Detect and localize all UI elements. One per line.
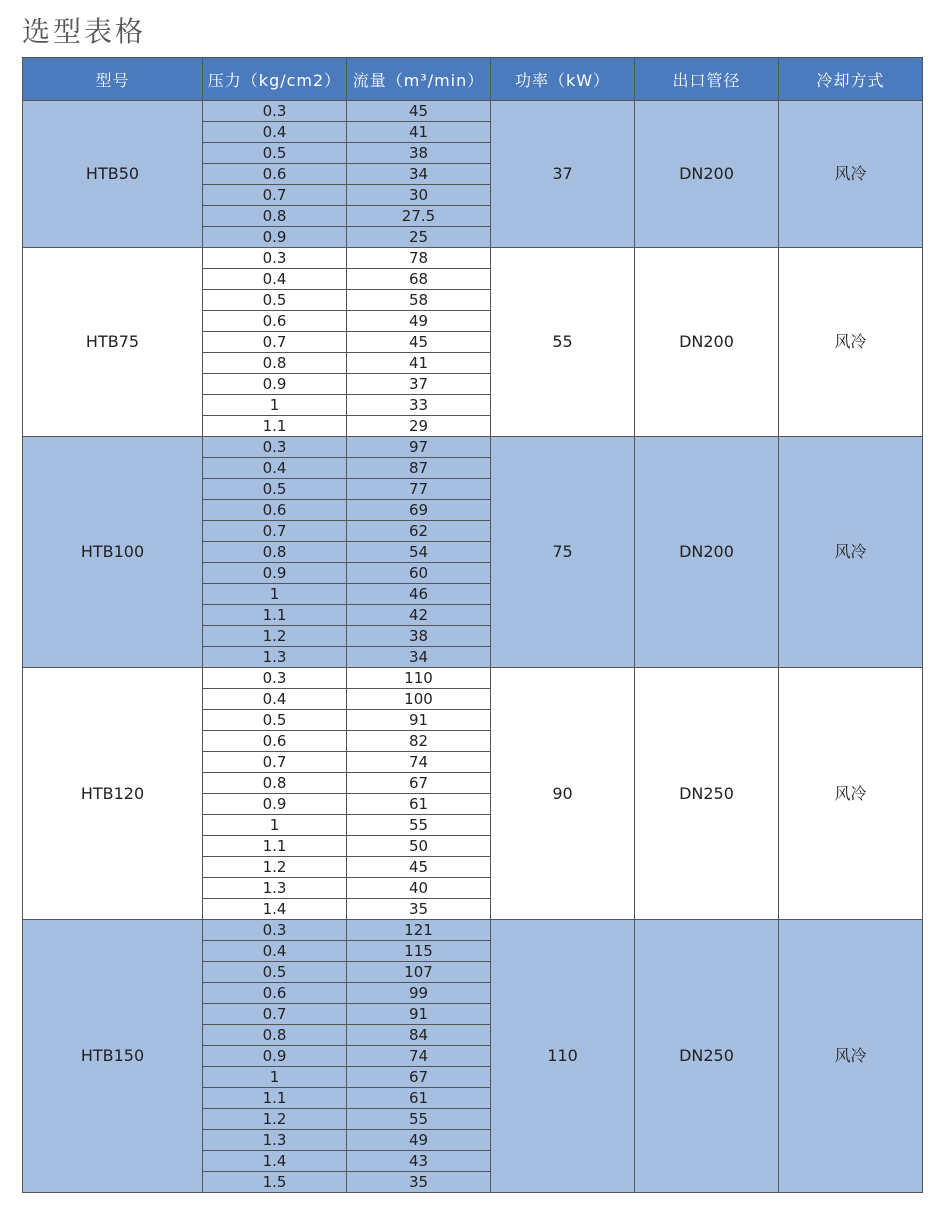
pressure-cell: 0.6 xyxy=(203,731,347,752)
outlet-cell: DN250 xyxy=(635,920,779,1193)
pressure-cell: 0.4 xyxy=(203,122,347,143)
flow-cell: 68 xyxy=(347,269,491,290)
flow-cell: 99 xyxy=(347,983,491,1004)
flow-cell: 60 xyxy=(347,563,491,584)
flow-cell: 67 xyxy=(347,1067,491,1088)
flow-cell: 30 xyxy=(347,185,491,206)
flow-cell: 33 xyxy=(347,395,491,416)
header-flow: 流量（m³/min） xyxy=(347,58,491,101)
header-power: 功率（kW） xyxy=(491,58,635,101)
flow-cell: 38 xyxy=(347,143,491,164)
flow-cell: 34 xyxy=(347,647,491,668)
pressure-cell: 0.3 xyxy=(203,101,347,122)
pressure-cell: 0.3 xyxy=(203,920,347,941)
flow-cell: 61 xyxy=(347,1088,491,1109)
flow-cell: 55 xyxy=(347,1109,491,1130)
power-cell: 110 xyxy=(491,920,635,1193)
pressure-cell: 1.3 xyxy=(203,878,347,899)
flow-cell: 97 xyxy=(347,437,491,458)
flow-cell: 82 xyxy=(347,731,491,752)
flow-cell: 45 xyxy=(347,101,491,122)
model-cell: HTB150 xyxy=(23,920,203,1193)
flow-cell: 62 xyxy=(347,521,491,542)
flow-cell: 29 xyxy=(347,416,491,437)
header-outlet: 出口管径 xyxy=(635,58,779,101)
pressure-cell: 1 xyxy=(203,395,347,416)
flow-cell: 100 xyxy=(347,689,491,710)
flow-cell: 42 xyxy=(347,605,491,626)
pressure-cell: 0.4 xyxy=(203,689,347,710)
flow-cell: 38 xyxy=(347,626,491,647)
pressure-cell: 0.7 xyxy=(203,185,347,206)
flow-cell: 74 xyxy=(347,752,491,773)
flow-cell: 115 xyxy=(347,941,491,962)
outlet-cell: DN200 xyxy=(635,437,779,668)
flow-cell: 67 xyxy=(347,773,491,794)
model-cell: HTB75 xyxy=(23,248,203,437)
pressure-cell: 0.3 xyxy=(203,248,347,269)
flow-cell: 50 xyxy=(347,836,491,857)
flow-cell: 110 xyxy=(347,668,491,689)
outlet-cell: DN200 xyxy=(635,101,779,248)
flow-cell: 35 xyxy=(347,899,491,920)
table-row xyxy=(23,101,923,122)
pressure-cell: 0.7 xyxy=(203,521,347,542)
flow-cell: 45 xyxy=(347,332,491,353)
flow-cell: 58 xyxy=(347,290,491,311)
flow-cell: 91 xyxy=(347,710,491,731)
header-cooling: 冷却方式 xyxy=(779,58,923,101)
cooling-cell: 风冷 xyxy=(779,920,923,1193)
cooling-cell: 风冷 xyxy=(779,248,923,437)
pressure-cell: 1 xyxy=(203,815,347,836)
pressure-cell: 0.5 xyxy=(203,143,347,164)
pressure-cell: 0.5 xyxy=(203,710,347,731)
pressure-cell: 0.9 xyxy=(203,374,347,395)
flow-cell: 74 xyxy=(347,1046,491,1067)
cooling-cell: 风冷 xyxy=(779,437,923,668)
pressure-cell: 0.9 xyxy=(203,794,347,815)
flow-cell: 107 xyxy=(347,962,491,983)
pressure-cell: 1.1 xyxy=(203,836,347,857)
table-body xyxy=(23,101,923,1193)
flow-cell: 84 xyxy=(347,1025,491,1046)
flow-cell: 45 xyxy=(347,857,491,878)
pressure-cell: 0.8 xyxy=(203,773,347,794)
pressure-cell: 1.1 xyxy=(203,605,347,626)
cooling-cell: 风冷 xyxy=(779,101,923,248)
pressure-cell: 0.8 xyxy=(203,206,347,227)
table-row xyxy=(23,437,923,458)
flow-cell: 91 xyxy=(347,1004,491,1025)
table-header-row xyxy=(23,58,923,101)
pressure-cell: 1.3 xyxy=(203,647,347,668)
header-model: 型号 xyxy=(23,58,203,101)
outlet-cell: DN200 xyxy=(635,248,779,437)
pressure-cell: 0.3 xyxy=(203,668,347,689)
flow-cell: 41 xyxy=(347,353,491,374)
selection-table xyxy=(22,57,923,1193)
flow-cell: 46 xyxy=(347,584,491,605)
model-cell: HTB100 xyxy=(23,437,203,668)
pressure-cell: 1.2 xyxy=(203,1109,347,1130)
flow-cell: 40 xyxy=(347,878,491,899)
pressure-cell: 0.6 xyxy=(203,311,347,332)
flow-cell: 37 xyxy=(347,374,491,395)
pressure-cell: 0.6 xyxy=(203,983,347,1004)
flow-cell: 49 xyxy=(347,1130,491,1151)
pressure-cell: 0.4 xyxy=(203,269,347,290)
pressure-cell: 0.8 xyxy=(203,1025,347,1046)
flow-cell: 77 xyxy=(347,479,491,500)
pressure-cell: 0.7 xyxy=(203,752,347,773)
table-row xyxy=(23,248,923,269)
pressure-cell: 1.2 xyxy=(203,857,347,878)
pressure-cell: 1.2 xyxy=(203,626,347,647)
flow-cell: 121 xyxy=(347,920,491,941)
flow-cell: 41 xyxy=(347,122,491,143)
pressure-cell: 0.6 xyxy=(203,164,347,185)
flow-cell: 35 xyxy=(347,1172,491,1193)
pressure-cell: 0.3 xyxy=(203,437,347,458)
flow-cell: 78 xyxy=(347,248,491,269)
page-title: 选型表格 xyxy=(22,15,147,48)
flow-cell: 69 xyxy=(347,500,491,521)
header-pressure: 压力（kg/cm2） xyxy=(203,58,347,101)
pressure-cell: 1.1 xyxy=(203,1088,347,1109)
model-cell: HTB120 xyxy=(23,668,203,920)
flow-cell: 87 xyxy=(347,458,491,479)
pressure-cell: 0.5 xyxy=(203,962,347,983)
flow-cell: 25 xyxy=(347,227,491,248)
power-cell: 37 xyxy=(491,101,635,248)
pressure-cell: 0.4 xyxy=(203,458,347,479)
flow-cell: 34 xyxy=(347,164,491,185)
pressure-cell: 0.5 xyxy=(203,479,347,500)
flow-cell: 61 xyxy=(347,794,491,815)
pressure-cell: 0.8 xyxy=(203,353,347,374)
pressure-cell: 0.6 xyxy=(203,500,347,521)
flow-cell: 43 xyxy=(347,1151,491,1172)
pressure-cell: 0.9 xyxy=(203,563,347,584)
flow-cell: 54 xyxy=(347,542,491,563)
table-row xyxy=(23,920,923,941)
table-row xyxy=(23,668,923,689)
pressure-cell: 0.4 xyxy=(203,941,347,962)
power-cell: 90 xyxy=(491,668,635,920)
power-cell: 75 xyxy=(491,437,635,668)
pressure-cell: 1.3 xyxy=(203,1130,347,1151)
flow-cell: 49 xyxy=(347,311,491,332)
pressure-cell: 1.4 xyxy=(203,899,347,920)
pressure-cell: 0.9 xyxy=(203,1046,347,1067)
pressure-cell: 0.8 xyxy=(203,542,347,563)
model-cell: HTB50 xyxy=(23,101,203,248)
pressure-cell: 1.1 xyxy=(203,416,347,437)
pressure-cell: 1.4 xyxy=(203,1151,347,1172)
pressure-cell: 0.5 xyxy=(203,290,347,311)
pressure-cell: 1 xyxy=(203,1067,347,1088)
pressure-cell: 0.7 xyxy=(203,1004,347,1025)
flow-cell: 27.5 xyxy=(347,206,491,227)
pressure-cell: 1.5 xyxy=(203,1172,347,1193)
pressure-cell: 1 xyxy=(203,584,347,605)
pressure-cell: 0.9 xyxy=(203,227,347,248)
flow-cell: 55 xyxy=(347,815,491,836)
cooling-cell: 风冷 xyxy=(779,668,923,920)
power-cell: 55 xyxy=(491,248,635,437)
pressure-cell: 0.7 xyxy=(203,332,347,353)
outlet-cell: DN250 xyxy=(635,668,779,920)
